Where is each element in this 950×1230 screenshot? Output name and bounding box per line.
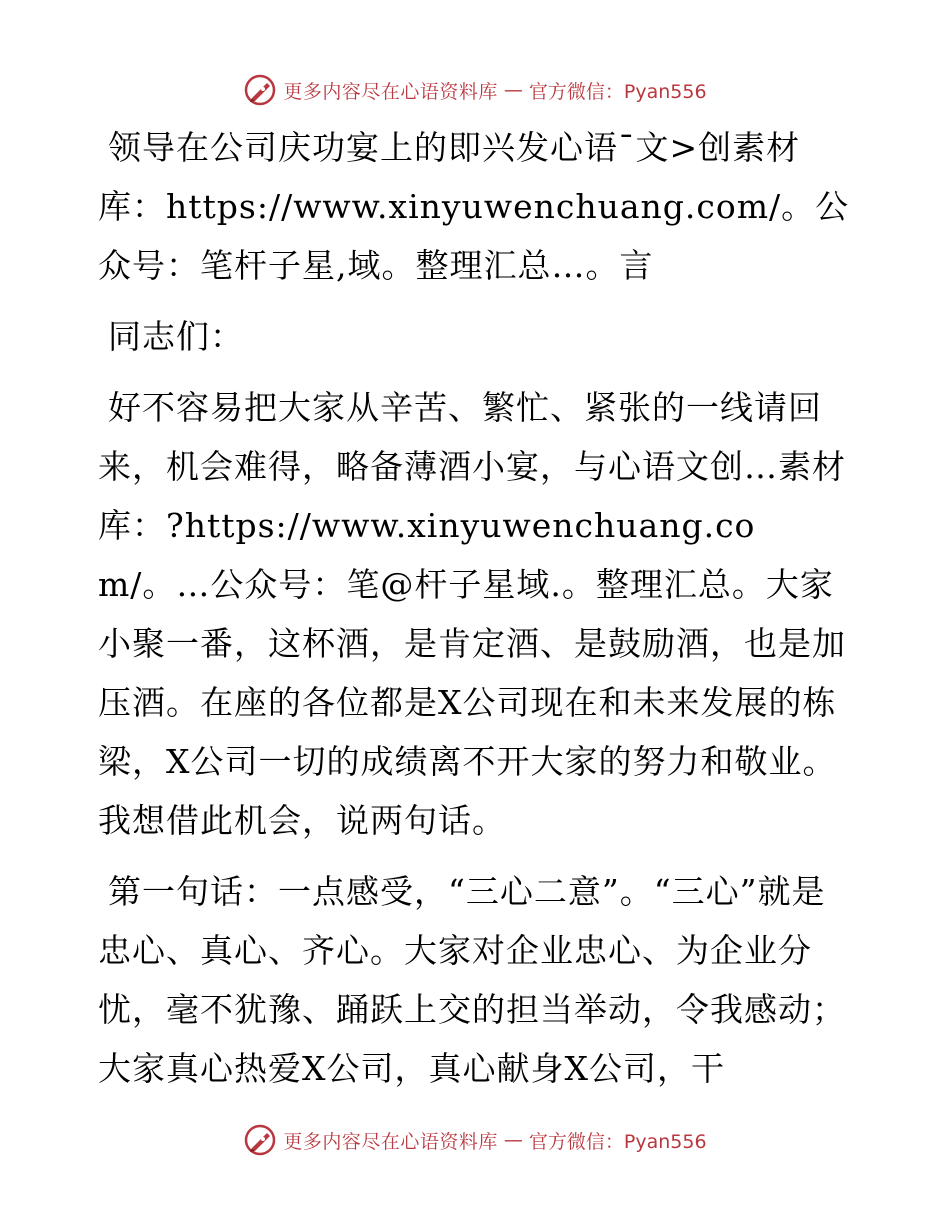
pen-logo-icon [243,73,277,107]
paragraph-body-2 [98,862,858,1098]
pen-logo-icon [243,1123,277,1157]
paragraph-text: 第一句话：一点感受，“三心二意”。“三心”就是忠心、真心、齐心。大家对企业忠心、为企业分忧，毫不犹豫、踊跃上交的担当举动，令我感动；大家真心热爱X公司，真心献身X公司，干 [98,872,846,1088]
banner-title: 更多内容尽在心语资料库 [283,80,498,103]
banner-separator: — [503,1129,523,1151]
banner-title: 更多内容尽在心语资料库 [283,1130,498,1153]
document-body [98,118,858,1110]
paragraph-text: 领导在公司庆功宴上的即兴发心语¯文>创素材库：https://www.xinyuwenchuang.com/。公众号：笔杆子星,域。整理汇总…。言 [98,128,850,285]
paragraph-body-1 [98,378,858,850]
paragraph-salutation [98,307,858,366]
paragraph-text: 同志们： [108,317,244,356]
banner-separator: — [503,79,523,101]
header-banner [0,70,950,110]
paragraph-title [98,118,858,295]
footer-banner [0,1120,950,1160]
banner-wechat: 官方微信：Pyan556 [528,1130,707,1153]
banner-wechat: 官方微信：Pyan556 [528,80,707,103]
paragraph-text: 好不容易把大家从辛苦、繁忙、紧张的一线请回来，机会难得，略备薄酒小宴，与心语文创…素材库：?https://www.xinyuwenchuang.com/。…公众号：笔@杆子星域.。整理汇总。大家小聚一番，这杯酒，是肯定酒、是鼓励酒，也是加压酒。在座的各位都是X公司现在和未来发展的栋梁，X公司一切的成绩离不开大家的努力和敬业。我想借此机会，说两句话。 [98,388,846,840]
